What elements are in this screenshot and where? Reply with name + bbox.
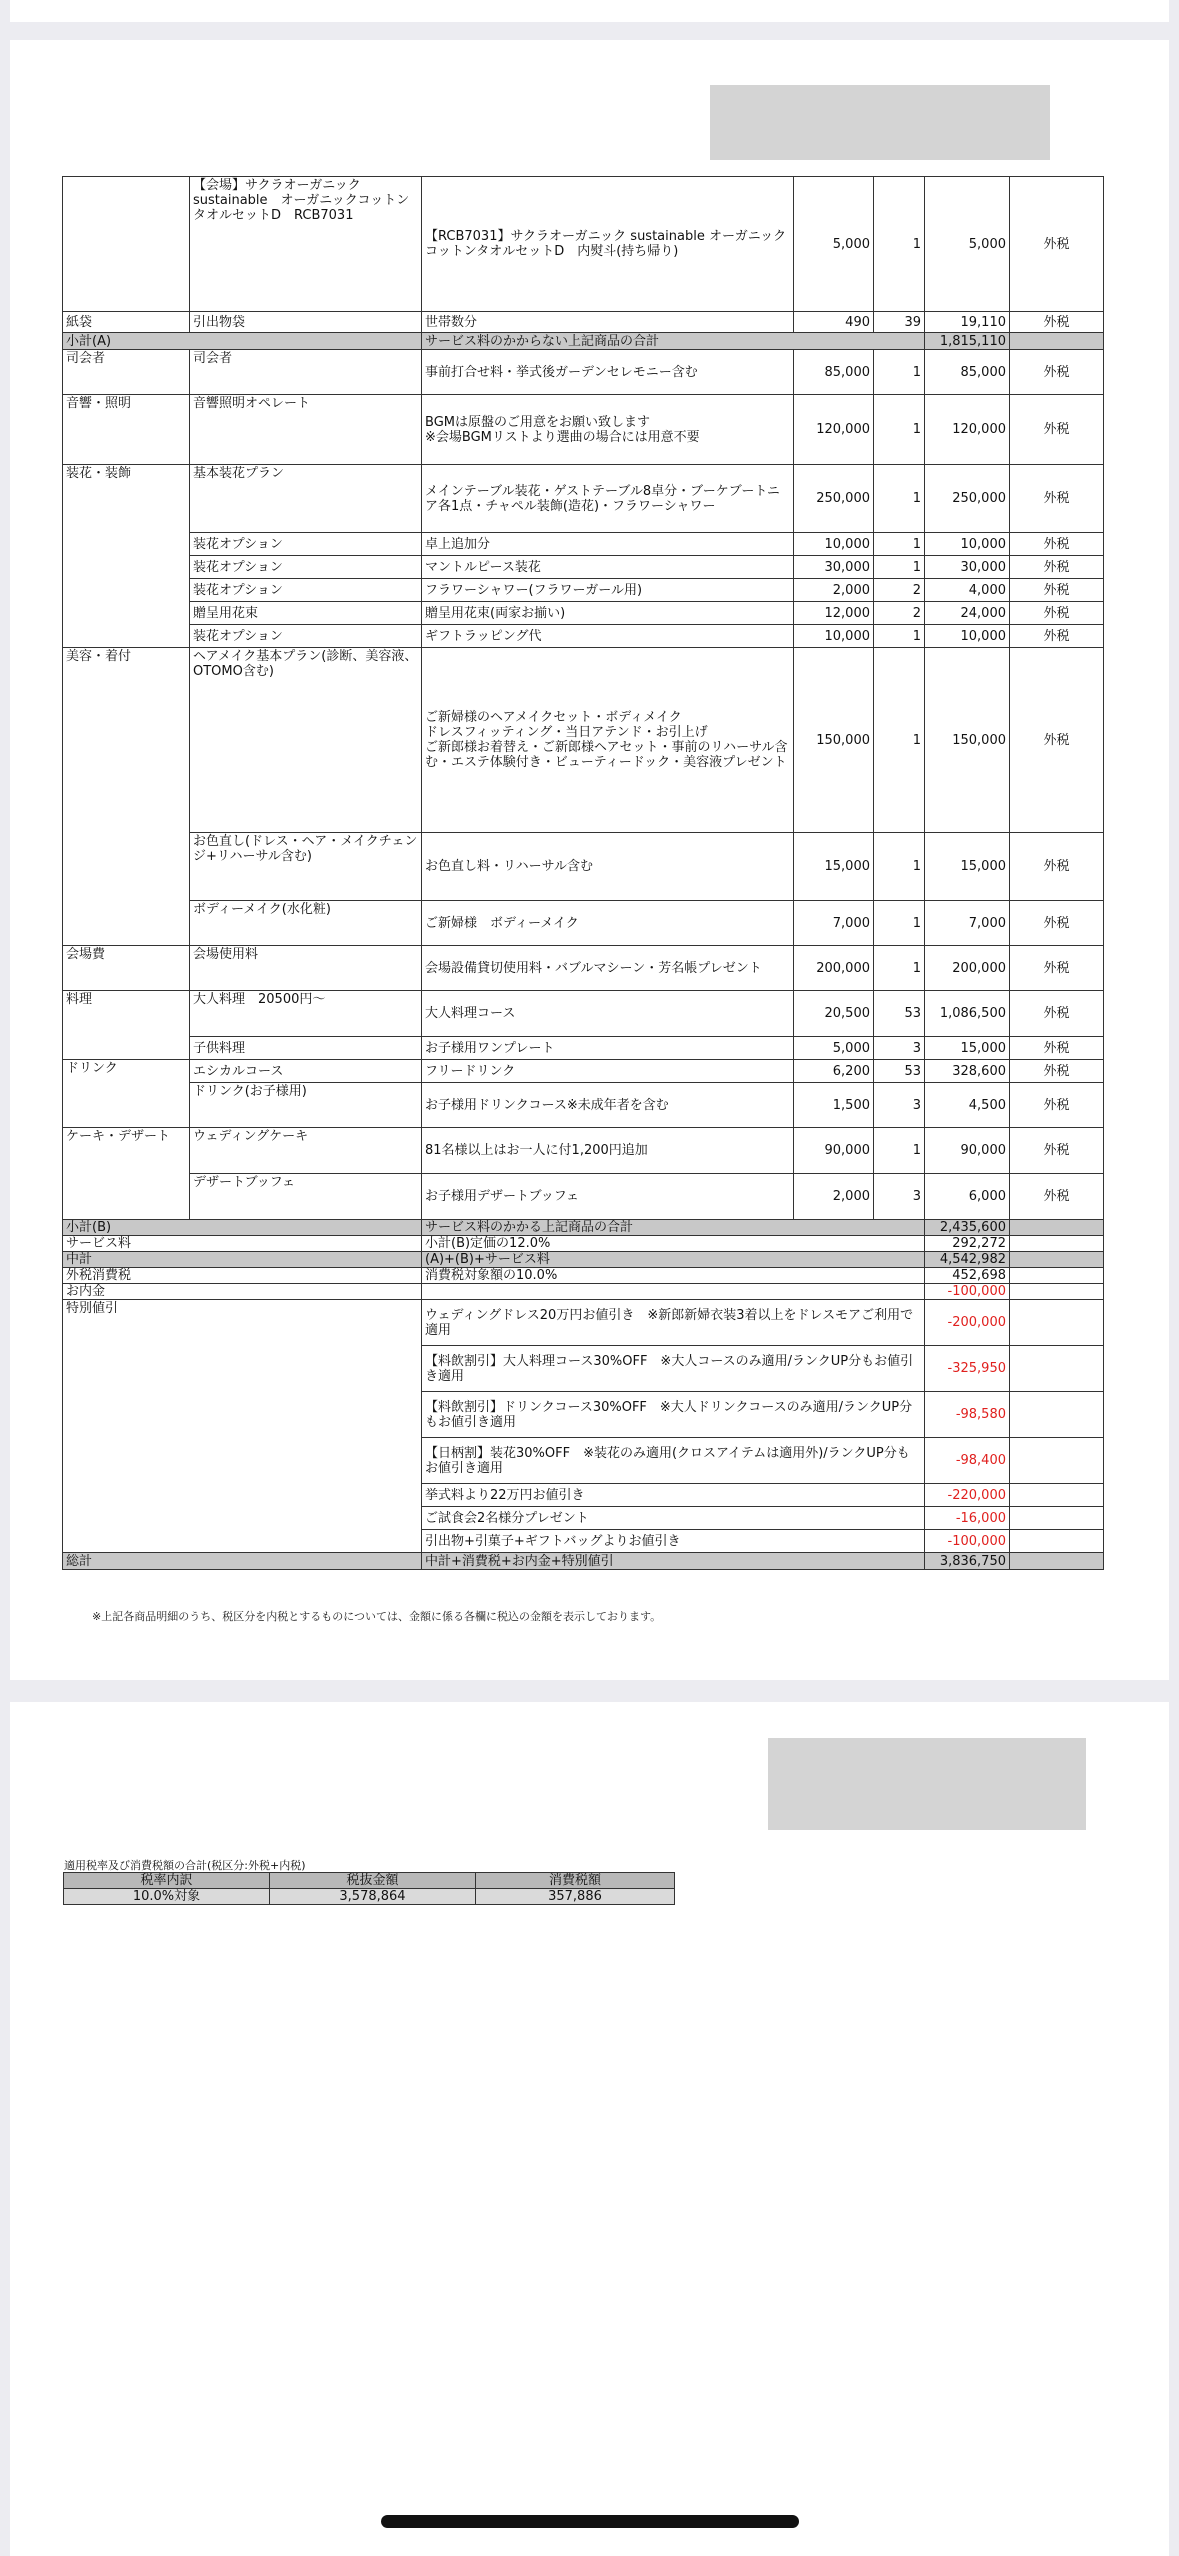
row-item: エシカルコース bbox=[190, 1060, 422, 1083]
table-row bbox=[63, 625, 1104, 648]
row-tax: 外税 bbox=[1010, 465, 1104, 533]
row-price: 250,000 bbox=[794, 465, 874, 533]
row-tax: 外税 bbox=[1010, 1083, 1104, 1128]
row-amount: 7,000 bbox=[925, 901, 1010, 946]
row-detail: メインテーブル装花・ゲストテーブル8卓分・ブーケブートニア各1点・チャペル装飾(造花)・フラワーシャワー bbox=[422, 465, 794, 533]
table-row bbox=[63, 312, 1104, 333]
row-amount: 4,000 bbox=[925, 579, 1010, 602]
row-qty: 39 bbox=[874, 312, 925, 333]
tax-display-note: ※上記各商品明細のうち、税区分を内税とするものについては、金額に係る各欄に税込の金額を表示しております。 bbox=[92, 1610, 662, 1623]
summary-amount: -100,000 bbox=[925, 1284, 1010, 1300]
row-item: 贈呈用花束 bbox=[190, 602, 422, 625]
row-amount: 19,110 bbox=[925, 312, 1010, 333]
row-amount: 4,500 bbox=[925, 1083, 1010, 1128]
summary-desc: 小計(B)定価の12.0% bbox=[422, 1236, 925, 1252]
summary-amount: 4,542,982 bbox=[925, 1252, 1010, 1268]
row-item: 引出物袋 bbox=[190, 312, 422, 333]
table-row bbox=[63, 1037, 1104, 1060]
row-amount: 328,600 bbox=[925, 1060, 1010, 1083]
table-row bbox=[63, 648, 1104, 833]
row-detail: 【RCB7031】サクラオーガニック sustainable オーガニックコットンタオルセットD 内熨斗(持ち帰り) bbox=[422, 177, 794, 312]
row-qty: 1 bbox=[874, 833, 925, 901]
row-price: 7,000 bbox=[794, 901, 874, 946]
summary-label: 小計(A) bbox=[63, 333, 422, 350]
row-tax: 外税 bbox=[1010, 312, 1104, 333]
header-cell: 税抜金額 bbox=[270, 1873, 476, 1889]
row-qty: 1 bbox=[874, 350, 925, 395]
row-qty: 1 bbox=[874, 556, 925, 579]
row-price: 490 bbox=[794, 312, 874, 333]
row-item: 装花オプション bbox=[190, 533, 422, 556]
row-category: 音響・照明 bbox=[63, 395, 190, 465]
summary-amount: 292,272 bbox=[925, 1236, 1010, 1252]
row-qty: 2 bbox=[874, 579, 925, 602]
row-detail: フリードリンク bbox=[422, 1060, 794, 1083]
row-category: 美容・着付 bbox=[63, 648, 190, 946]
row-item: 基本装花プラン bbox=[190, 465, 422, 533]
table-row bbox=[63, 901, 1104, 946]
row-price: 10,000 bbox=[794, 625, 874, 648]
tax-rate-cell: 10.0%対象 bbox=[64, 1889, 270, 1905]
tax-summary-title: 適用税率及び消費税額の合計(税区分:外税+内税) bbox=[64, 1859, 306, 1872]
consumption-tax-row bbox=[63, 1268, 1104, 1284]
row-qty: 1 bbox=[874, 1128, 925, 1174]
subtotal-a-row bbox=[63, 333, 1104, 350]
row-detail: お子様用ワンプレート bbox=[422, 1037, 794, 1060]
summary-desc: 消費税対象額の10.0% bbox=[422, 1268, 925, 1284]
row-amount: 24,000 bbox=[925, 602, 1010, 625]
summary-amount: 3,836,750 bbox=[925, 1553, 1010, 1570]
row-tax: 外税 bbox=[1010, 991, 1104, 1037]
row-category: 紙袋 bbox=[63, 312, 190, 333]
row-detail: 世帯数分 bbox=[422, 312, 794, 333]
row-detail: 事前打合せ料・挙式後ガーデンセレモニー含む bbox=[422, 350, 794, 395]
row-item: ヘアメイク基本プラン(診断、美容液、OTOMO含む) bbox=[190, 648, 422, 833]
table-row bbox=[63, 946, 1104, 991]
row-tax: 外税 bbox=[1010, 1037, 1104, 1060]
discount-desc: 引出物+引菓子+ギフトバッグよりお値引き bbox=[422, 1530, 925, 1553]
row-amount: 1,086,500 bbox=[925, 991, 1010, 1037]
table-row bbox=[63, 350, 1104, 395]
row-detail: お子様用デザートブッフェ bbox=[422, 1174, 794, 1220]
discount-amount: -200,000 bbox=[925, 1300, 1010, 1346]
discount-amount: -220,000 bbox=[925, 1484, 1010, 1507]
invoice-page-1 bbox=[10, 40, 1169, 1680]
table-row bbox=[63, 1060, 1104, 1083]
summary-label: サービス料 bbox=[63, 1236, 422, 1252]
table-row bbox=[63, 177, 1104, 312]
row-item: ボディーメイク(水化粧) bbox=[190, 901, 422, 946]
row-amount: 250,000 bbox=[925, 465, 1010, 533]
row-amount: 90,000 bbox=[925, 1128, 1010, 1174]
invoice-page-2 bbox=[10, 1702, 1169, 2556]
row-detail: お子様用ドリンクコース※未成年者を含む bbox=[422, 1083, 794, 1128]
row-tax: 外税 bbox=[1010, 177, 1104, 312]
header-cell: 消費税額 bbox=[476, 1873, 675, 1889]
summary-label: 総計 bbox=[63, 1553, 422, 1570]
row-tax: 外税 bbox=[1010, 648, 1104, 833]
consumption-tax-cell: 357,886 bbox=[476, 1889, 675, 1905]
row-category bbox=[63, 177, 190, 312]
row-amount: 5,000 bbox=[925, 177, 1010, 312]
row-qty: 1 bbox=[874, 625, 925, 648]
row-category: 会場費 bbox=[63, 946, 190, 991]
table-row bbox=[63, 395, 1104, 465]
row-qty: 3 bbox=[874, 1174, 925, 1220]
row-price: 1,500 bbox=[794, 1083, 874, 1128]
discount-amount: -98,400 bbox=[925, 1438, 1010, 1484]
row-qty: 1 bbox=[874, 395, 925, 465]
summary-desc: (A)+(B)+サービス料 bbox=[422, 1252, 925, 1268]
row-category: 装花・装飾 bbox=[63, 465, 190, 648]
row-qty: 1 bbox=[874, 648, 925, 833]
row-item: 【会場】サクラオーガニック sustainable オーガニックコットンタオルセットD RCB7031 bbox=[190, 177, 422, 312]
row-detail: ご新婦様のヘアメイクセット・ボディメイク ドレスフィッティング・当日アテンド・お引上げ ご新郎様お着替え・ご新郎様ヘアセット・事前のリハーサル含む・エステ体験付き・ビューティードック・美容液プレゼント bbox=[422, 648, 794, 833]
row-qty: 1 bbox=[874, 533, 925, 556]
summary-desc bbox=[422, 1284, 925, 1300]
row-item: ドリンク(お子様用) bbox=[190, 1083, 422, 1128]
summary-label: 外税消費税 bbox=[63, 1268, 422, 1284]
midtotal-row bbox=[63, 1252, 1104, 1268]
discount-desc: 挙式料より22万円お値引き bbox=[422, 1484, 925, 1507]
summary-desc: サービス料のかからない上記商品の合計 bbox=[422, 333, 925, 350]
row-price: 90,000 bbox=[794, 1128, 874, 1174]
discount-desc: ウェディングドレス20万円お値引き ※新郎新婦衣装3着以上をドレスモアご利用で適用 bbox=[422, 1300, 925, 1346]
row-tax: 外税 bbox=[1010, 625, 1104, 648]
row-price: 6,200 bbox=[794, 1060, 874, 1083]
row-amount: 15,000 bbox=[925, 1037, 1010, 1060]
row-price: 15,000 bbox=[794, 833, 874, 901]
row-amount: 10,000 bbox=[925, 625, 1010, 648]
row-amount: 120,000 bbox=[925, 395, 1010, 465]
row-qty: 1 bbox=[874, 901, 925, 946]
row-qty: 53 bbox=[874, 991, 925, 1037]
summary-amount: 452,698 bbox=[925, 1268, 1010, 1284]
home-indicator[interactable] bbox=[381, 2515, 799, 2528]
row-item: 装花オプション bbox=[190, 579, 422, 602]
row-tax: 外税 bbox=[1010, 901, 1104, 946]
summary-desc: 中計+消費税+お内金+特別値引 bbox=[422, 1553, 925, 1570]
row-item: 装花オプション bbox=[190, 625, 422, 648]
row-price: 12,000 bbox=[794, 602, 874, 625]
row-tax: 外税 bbox=[1010, 350, 1104, 395]
table-row bbox=[63, 579, 1104, 602]
row-amount: 15,000 bbox=[925, 833, 1010, 901]
table-row bbox=[63, 1128, 1104, 1174]
tax-summary-header bbox=[64, 1873, 675, 1889]
row-qty: 3 bbox=[874, 1083, 925, 1128]
row-qty: 3 bbox=[874, 1037, 925, 1060]
discount-amount: -16,000 bbox=[925, 1507, 1010, 1530]
row-price: 120,000 bbox=[794, 395, 874, 465]
row-tax: 外税 bbox=[1010, 556, 1104, 579]
discount-amount: -98,580 bbox=[925, 1392, 1010, 1438]
row-item: 音響照明オペレート bbox=[190, 395, 422, 465]
tax-excluded-amount-cell: 3,578,864 bbox=[270, 1889, 476, 1905]
discount-row bbox=[63, 1300, 1104, 1346]
row-amount: 6,000 bbox=[925, 1174, 1010, 1220]
row-tax: 外税 bbox=[1010, 1060, 1104, 1083]
row-item: 装花オプション bbox=[190, 556, 422, 579]
table-row bbox=[63, 602, 1104, 625]
row-qty: 1 bbox=[874, 946, 925, 991]
row-qty: 53 bbox=[874, 1060, 925, 1083]
row-category: ドリンク bbox=[63, 1060, 190, 1128]
discount-desc: 【料飲割引】大人料理コース30%OFF ※大人コースのみ適用/ランクUP分もお値引き適用 bbox=[422, 1346, 925, 1392]
row-tax: 外税 bbox=[1010, 1174, 1104, 1220]
row-detail: 大人料理コース bbox=[422, 991, 794, 1037]
row-item: 司会者 bbox=[190, 350, 422, 395]
row-tax: 外税 bbox=[1010, 1128, 1104, 1174]
row-price: 85,000 bbox=[794, 350, 874, 395]
row-detail: マントルピース装花 bbox=[422, 556, 794, 579]
row-category: 料理 bbox=[63, 991, 190, 1060]
summary-label: 小計(B) bbox=[63, 1220, 422, 1236]
row-detail: BGMは原盤のご用意をお願い致します ※会場BGMリストより選曲の場合には用意不要 bbox=[422, 395, 794, 465]
row-detail: 81名様以上はお一人に付1,200円追加 bbox=[422, 1128, 794, 1174]
table-row bbox=[63, 991, 1104, 1037]
row-detail: 会場設備貸切使用料・バブルマシーン・芳名帳プレゼント bbox=[422, 946, 794, 991]
row-item: お色直し(ドレス・ヘア・メイクチェンジ+リハーサル含む) bbox=[190, 833, 422, 901]
row-qty: 1 bbox=[874, 177, 925, 312]
row-tax: 外税 bbox=[1010, 533, 1104, 556]
row-category: 司会者 bbox=[63, 350, 190, 395]
row-price: 2,000 bbox=[794, 1174, 874, 1220]
row-item: 会場使用料 bbox=[190, 946, 422, 991]
tax-summary-row bbox=[64, 1889, 675, 1905]
row-price: 150,000 bbox=[794, 648, 874, 833]
row-detail: 贈呈用花束(両家お揃い) bbox=[422, 602, 794, 625]
row-item: ウェディングケーキ bbox=[190, 1128, 422, 1174]
summary-desc: サービス料のかかる上記商品の合計 bbox=[422, 1220, 925, 1236]
row-amount: 10,000 bbox=[925, 533, 1010, 556]
row-amount: 30,000 bbox=[925, 556, 1010, 579]
row-price: 20,500 bbox=[794, 991, 874, 1037]
table-row bbox=[63, 1174, 1104, 1220]
table-row bbox=[63, 833, 1104, 901]
row-tax: 外税 bbox=[1010, 395, 1104, 465]
summary-amount: 1,815,110 bbox=[925, 333, 1010, 350]
discount-label: 特別値引 bbox=[63, 1300, 422, 1553]
row-qty: 1 bbox=[874, 465, 925, 533]
row-tax: 外税 bbox=[1010, 833, 1104, 901]
table-row bbox=[63, 556, 1104, 579]
row-amount: 150,000 bbox=[925, 648, 1010, 833]
discount-desc: 【日柄割】装花30%OFF ※装花のみ適用(クロスアイテムは適用外)/ランクUP分もお値引き適用 bbox=[422, 1438, 925, 1484]
subtotal-b-row bbox=[63, 1220, 1104, 1236]
discount-amount: -325,950 bbox=[925, 1346, 1010, 1392]
row-item: 大人料理 20500円〜 bbox=[190, 991, 422, 1037]
row-item: 子供料理 bbox=[190, 1037, 422, 1060]
discount-desc: ご試食会2名様分プレゼント bbox=[422, 1507, 925, 1530]
row-detail: ギフトラッピング代 bbox=[422, 625, 794, 648]
row-price: 2,000 bbox=[794, 579, 874, 602]
redacted-block bbox=[710, 85, 1050, 160]
row-detail: 卓上追加分 bbox=[422, 533, 794, 556]
row-detail: フラワーシャワー(フラワーガール用) bbox=[422, 579, 794, 602]
tax-summary-table bbox=[63, 1872, 675, 1905]
deposit-row bbox=[63, 1284, 1104, 1300]
row-price: 5,000 bbox=[794, 1037, 874, 1060]
row-price: 200,000 bbox=[794, 946, 874, 991]
discount-amount: -100,000 bbox=[925, 1530, 1010, 1553]
row-amount: 85,000 bbox=[925, 350, 1010, 395]
row-price: 10,000 bbox=[794, 533, 874, 556]
row-category: ケーキ・デザート bbox=[63, 1128, 190, 1220]
summary-label: 中計 bbox=[63, 1252, 422, 1268]
redacted-block bbox=[768, 1738, 1086, 1830]
row-price: 30,000 bbox=[794, 556, 874, 579]
previous-page-edge bbox=[10, 0, 1169, 22]
row-detail: お色直し料・リハーサル含む bbox=[422, 833, 794, 901]
row-tax: 外税 bbox=[1010, 579, 1104, 602]
row-qty: 2 bbox=[874, 602, 925, 625]
discount-desc: 【料飲割引】ドリンクコース30%OFF ※大人ドリンクコースのみ適用/ランクUP分もお値引き適用 bbox=[422, 1392, 925, 1438]
summary-amount: 2,435,600 bbox=[925, 1220, 1010, 1236]
row-detail: ご新婦様 ボディーメイク bbox=[422, 901, 794, 946]
service-charge-row bbox=[63, 1236, 1104, 1252]
invoice-table bbox=[62, 176, 1104, 1570]
header-cell: 税率内訳 bbox=[64, 1873, 270, 1889]
table-row bbox=[63, 1083, 1104, 1128]
row-item: デザートブッフェ bbox=[190, 1174, 422, 1220]
row-price: 5,000 bbox=[794, 177, 874, 312]
summary-label: お内金 bbox=[63, 1284, 422, 1300]
table-row bbox=[63, 465, 1104, 533]
row-tax: 外税 bbox=[1010, 946, 1104, 991]
row-amount: 200,000 bbox=[925, 946, 1010, 991]
row-tax: 外税 bbox=[1010, 602, 1104, 625]
grand-total-row bbox=[63, 1553, 1104, 1570]
table-row bbox=[63, 533, 1104, 556]
